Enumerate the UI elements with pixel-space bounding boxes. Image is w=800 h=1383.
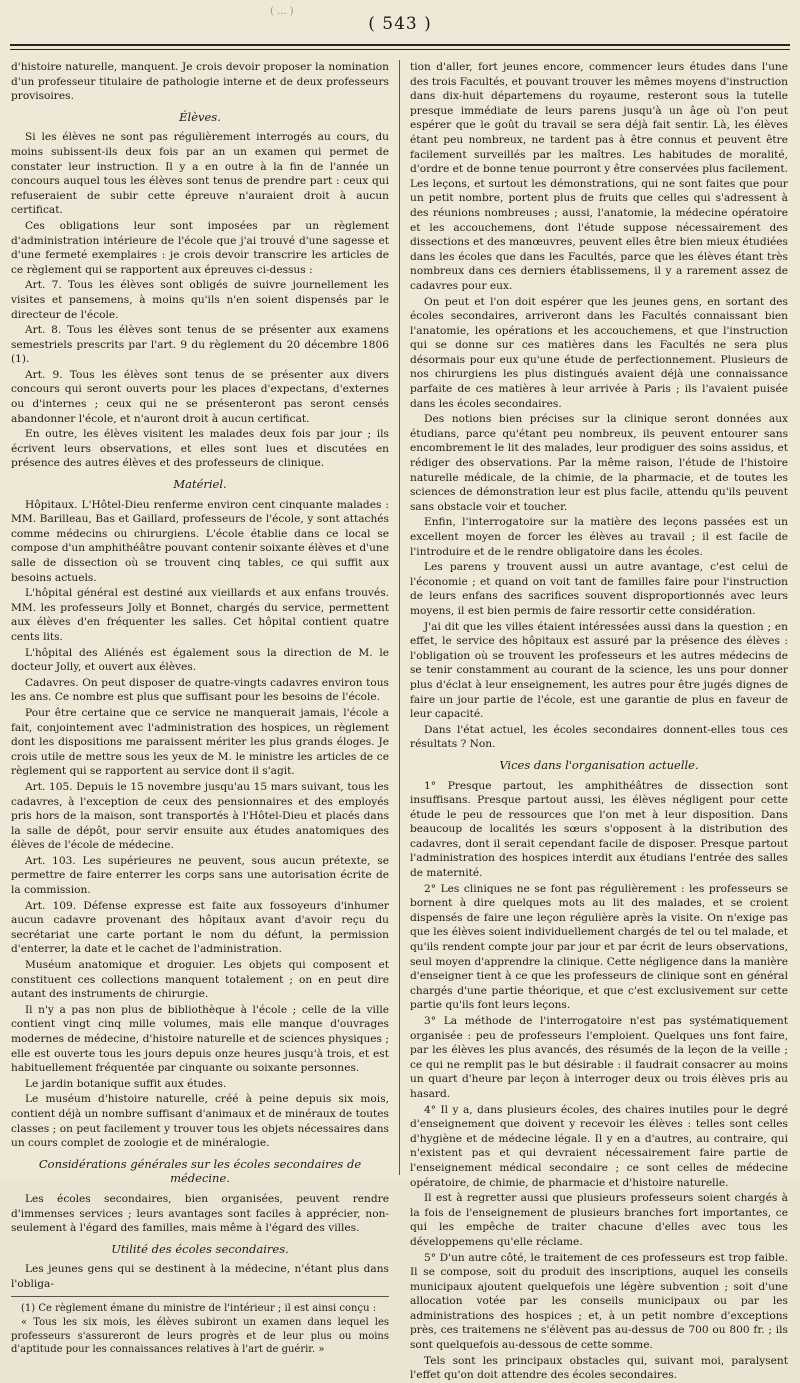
paragraph: J'ai dit que les villes étaient intéressées aussi dans la question ; en effet, le service des hôpitaux est assuré par la présence des élèves : l'obligation où se trouvent les professeurs et les autres médecins de se tenir constamment au courant de la science, les uns pour donner plus d'éclat à leur enseignement, les autres pour être jugés dignes de faire un jour partie de l'école, est une garantie de plus en faveur de leur capacité. — [410, 620, 788, 721]
paragraph: Muséum anatomique et droguier. Les objets qui composent et constituent ces collections manquent totalement ; on en peut dire autant des instruments de chirurgie. — [11, 959, 389, 1001]
paragraph: 3° La méthode de l'interrogatoire n'est pas systématiquement organisée : peu de professeurs l'emploient. Quelques uns font faire, par les élèves les plus avancés, des résumés de la leçon de la veille ; ce qui ne remplit pas le but désirable : il faudrait consacrer au moins un quart d'heure par leçon à interroger deux ou trois élèves pris au hasard. — [410, 1015, 788, 1100]
paragraph: tion d'aller, fort jeunes encore, commencer leurs études dans l'une des trois Facultés, et pouvant trouver les mêmes moyens d'instruction dans dix-huit départemens du royaume, resteront sous la tutelle presque immédiate de leurs parens jusqu'à un âge où l'on peut espérer que le goût du travail se sera déjà fait sentir. Là, les élèves étant peu nombreux, ne tardent pas à être connus et peuvent être facilement surveillés par les maîtres. Les habitudes de moralité, d'ordre et de bonne tenue pourront y être conservées plus facilement. Les leçons, et surtout les démonstrations, qui ne sont faites que pour un petit nombre, portent plus de fruits que celles qui s'adressent à des réunions nombreuses ; aussi, l'anatomie, la médecine opératoire et les accouchemens, dont l'étude suppose nécessairement des dissections et des manœuvres, peuvent elles être bien mieux étudiées dans les écoles que dans les Facultés, parce que les élèves étant très nombreux dans ces derniers établissemens, il y a rarement assez de cadavres pour eux. — [410, 61, 788, 292]
paragraph: 1° Presque partout, les amphithéâtres de dissection sont insuffisans. Presque partout aussi, les élèves négligent pour cette étude le peu de ressources que l'on met à leur disposition. Dans beaucoup de localités les sœurs s'opposent à la distribution des cadavres, dont il serait cependant facile de disposer. Presque partout l'administration des hospices interdit aux étudians l'entrée des salles de maternité. — [410, 779, 788, 880]
footnote: (1) Ce règlement émane du ministre de l'intérieur ; il est ainsi conçu : — [21, 1302, 377, 1314]
section-heading-eleves: Élèves. — [179, 109, 221, 124]
paragraph: Hôpitaux. L'Hôtel-Dieu renferme environ cent cinquante malades : MM. Barilleau, Bas et Gaillard, professeurs de l'école, y sont attachés comme médecins ou chirurgiens. L'école établie dans ce local se compose d'un amphithéâtre pouvant contenir soixante élèves et d'une salle de dissection où se trouvent cinq tables, ce qui suffit aux besoins actuels. — [11, 498, 389, 584]
header-rule — [10, 44, 790, 46]
section-heading-considerations: Considérations générales sur les écoles secondaires de médecine. — [38, 1156, 362, 1186]
paragraph: Art. 7. Tous les élèves sont obligés de suivre journellement les visites et pansemens, à moins qu'ils n'en soient dispensés par le directeur de l'école. — [11, 279, 389, 321]
paragraph: Ces obligations leur sont imposées par un règlement d'administration intérieure de l'école que j'ai trouvé d'une sagesse et d'une fermeté exemplaires : je crois devoir transcrire les articles de ce règlement qui se rapportent aux épreuves ci-dessus : — [11, 219, 389, 276]
paragraph: Art. 8. Tous les élèves sont tenus de se présenter aux examens semestriels prescrits par l'art. 9 du règlement du 20 décembre 1806 (1). — [11, 324, 389, 366]
paragraph: 2° Les cliniques ne se font pas régulièrement : les professeurs se bornent à dire quelques mots au lit des malades, et se croient dispensés de faire une leçon régulière après la visite. On n'exige pas que les élèves soient individuellement chargés de tel ou tel malade, et qu'ils rendent compte jour par jour et par écrit de leurs observations, seul moyen d'apprendre la clinique. Cette négligence dans la manière d'enseigner tient à ce que les professeurs de clinique sont en général chargés d'une partie théorique, et que c'est exclusivement sur cette partie qu'ils font leurs leçons. — [410, 882, 788, 1012]
paragraph: 5° D'un autre côté, le traitement de ces professeurs est trop faible. Il se compose, soit du produit des inscriptions, auquel les conseils municipaux ajoutent quelquefois une légère subvention ; soit d'une allocation votée par les conseils municipaux ou par les administrations des hospices ; et, à un petit nombre d'exceptions près, ces traitemens ne s'élèvent pas au-dessus de 700 ou 800 fr. ; ils sont quelquefois au-dessous de cette somme. — [410, 1251, 788, 1352]
paragraph: Tels sont les principaux obstacles qui, suivant moi, paralysent l'effet qu'on doit attendre des écoles secondaires. — [410, 1354, 788, 1382]
paragraph: Dans l'état actuel, les écoles secondaires donnent-elles tous ces résultats ? Non. — [410, 723, 788, 751]
paragraph: Il n'y a pas non plus de bibliothèque à l'école ; celle de la ville contient vingt cinq mille volumes, mais elle manque d'ouvrages modernes de médecine, d'histoire naturelle et de sciences physiques ; elle est ouverte tous les jours depuis onze heures jusqu'à trois, et est habituellement fréquentée par cinquante ou soixante personnes. — [11, 1003, 389, 1075]
column-divider — [399, 60, 400, 1175]
left-column — [11, 60, 389, 1355]
paragraph: On peut et l'on doit espérer que les jeunes gens, en sortant des écoles secondaires, arriveront dans les Facultés connaissant bien l'anatomie, les opérations et les accouchemens, et que l'instruction qui se donne sur ces matières dans les Facultés ne sera plus désormais pour eux qu'une étude de perfectionnement. Plusieurs de nos chirurgiens les plus distingués avaient déjà une connaissance parfaite de ces matières à leur arrivée à Paris ; ils l'avaient puisée dans les écoles secondaires. — [410, 295, 788, 410]
footnotes — [11, 1296, 389, 1357]
paragraph: Il est à regretter aussi que plusieurs professeurs soient chargés à la fois de l'enseignement de plusieurs branches fort importantes, ce qui les empêche de traiter chacune d'elles avec tous les développemens qu'elle réclame. — [410, 1192, 788, 1248]
section-heading-materiel: Matériel. — [173, 477, 227, 492]
page-number: ( 543 ) — [368, 14, 432, 34]
paragraph: Les jeunes gens qui se destinent à la médecine, n'étant plus dans l'obliga- — [11, 1263, 389, 1290]
footnote: « Tous les six mois, les élèves subiront un examen dans lequel les professeurs s'assureront de leurs progrès et de leur plus ou moins d'aptitude pour les connaissances relatives à l'art de guérir. » — [11, 1317, 389, 1355]
section-heading-vices: Vices dans l'organisation actuelle. — [499, 757, 699, 772]
paragraph: Si les élèves ne sont pas régulièrement interrogés au cours, du moins subissent-ils deux fois par an un examen qui permet de constater leur instruction. Il y a en outre à la fin de l'année un concours auquel tous les élèves sont tenus de prendre part : ceux qui refuseraient de subir cette épreuve n'auraient droit à aucun certificat. — [11, 131, 389, 217]
paragraph: Le muséum d'histoire naturelle, créé à peine depuis six mois, contient déjà un nombre suffisant d'animaux et de minéraux de toutes classes ; on peut facilement y trouver tous les objets nécessaires dans un cours complet de zoologie et de minéralogie. — [11, 1093, 389, 1150]
paragraph: 4° Il y a, dans plusieurs écoles, des chaires inutiles pour le degré d'enseignement que doivent y recevoir les élèves : telles sont celles d'hygiène et de médecine légale. Il y en a d'autres, au contraire, qui n'existent pas et qui devraient nécessairement faire partie de l'enseignement médical secondaire ; ce sont celles de médecine opératoire, de chimie, de pharmacie et d'histoire naturelle. — [410, 1103, 788, 1189]
paragraph: Enfin, l'interrogatoire sur la matière des leçons passées est un excellent moyen de forcer les élèves au travail ; il est facile de l'introduire et de le rendre obligatoire dans les écoles. — [410, 516, 788, 558]
paragraph: L'hôpital des Aliénés est également sous la direction de M. le docteur Jolly, et ouvert aux élèves. — [11, 646, 389, 674]
paragraph: Pour être certaine que ce service ne manquerait jamais, l'école a fait, conjointement avec l'administration des hospices, un règlement dont les dispositions me paraissent mériter les plus grands éloges. Je crois utile de mettre sous les yeux de M. le ministre les articles de ce règlement qui se rapportent au service dont il s'agit. — [11, 706, 389, 778]
paragraph: Art. 109. Défense expresse est faite aux fossoyeurs d'inhumer aucun cadavre provenant des hôpitaux avant d'avoir reçu du secrétariat une carte portant le nom du défunt, la permission d'enterrer, la date et le cachet de l'administration. — [11, 899, 389, 956]
paragraph: En outre, les élèves visitent les malades deux fois par jour ; ils écrivent leurs observations, et elles sont lues et discutées en présence des autres élèves et des professeurs de clinique. — [11, 428, 389, 470]
paragraph: Cadavres. On peut disposer de quatre-vingts cadavres environ tous les ans. Ce nombre est plus que suffisant pour les besoins de l'école. — [11, 676, 389, 704]
paragraph: Art. 9. Tous les élèves sont tenus de se présenter aux divers concours qui seront ouverts pour les places d'expectans, d'externes ou d'internes ; ceux qui ne se présenteront pas seront censés abandonner l'école, et n'auront droit à aucun certificat. — [11, 368, 389, 425]
header-rule-thin — [10, 49, 790, 50]
corner-mark: ( ... ) — [270, 6, 294, 17]
paragraph: Art. 105. Depuis le 15 novembre jusqu'au 15 mars suivant, tous les cadavres, à l'exception de ceux des pensionnaires et des employés pris hors de la maison, sont transportés à l'Hôtel-Dieu et placés dans la salle de dépôt, pour servir ensuite aux études anatomiques des élèves de l'école de médecine. — [11, 780, 389, 852]
paragraph: Les écoles secondaires, bien organisées, peuvent rendre d'immenses services ; leurs avantages sont faciles à apprécier, non-seulement à l'égard des familles, mais même à l'égard des villes. — [11, 1192, 389, 1235]
paragraph: Le jardin botanique suffit aux études. — [25, 1077, 227, 1090]
section-heading-utilite: Utilité des écoles secondaires. — [111, 1241, 289, 1256]
paragraph: Art. 103. Les supérieures ne peuvent, sous aucun prétexte, se permettre de faire enterrer les corps sans une autorisation écrite de la commission. — [11, 854, 389, 897]
paragraph: Des notions bien précises sur la clinique seront données aux étudians, parce qu'étant peu nombreux, ils peuvent entourer sans encombrement le lit des malades, leur prodiguer des soins assidus, et rédiger des observations. Par la même raison, l'étude de l'histoire naturelle médicale, de la chimie, de la pharmacie, et de toutes les sciences de démonstration leur est plus facile, attendu qu'ils peuvent sans obstacle voir et toucher. — [410, 413, 788, 513]
paragraph: L'hôpital général est destiné aux vieillards et aux enfans trouvés. MM. les professeurs Jolly et Bonnet, chargés du service, permettent aux élèves d'en fréquenter les salles. Cet hôpital contient quatre cents lits. — [11, 587, 389, 643]
right-column — [410, 60, 788, 1382]
paragraph: Les parens y trouvent aussi un autre avantage, c'est celui de l'économie ; et quand on voit tant de familles faire pour l'instruction de leurs enfans des sacrifices souvent disproportionnés avec leurs moyens, il est bien permis de faire ressortir cette considération. — [410, 561, 788, 617]
paragraph: d'histoire naturelle, manquent. Je crois devoir proposer la nomination d'un professeur titulaire de pathologie interne et de deux professeurs provisoires. — [11, 61, 389, 103]
